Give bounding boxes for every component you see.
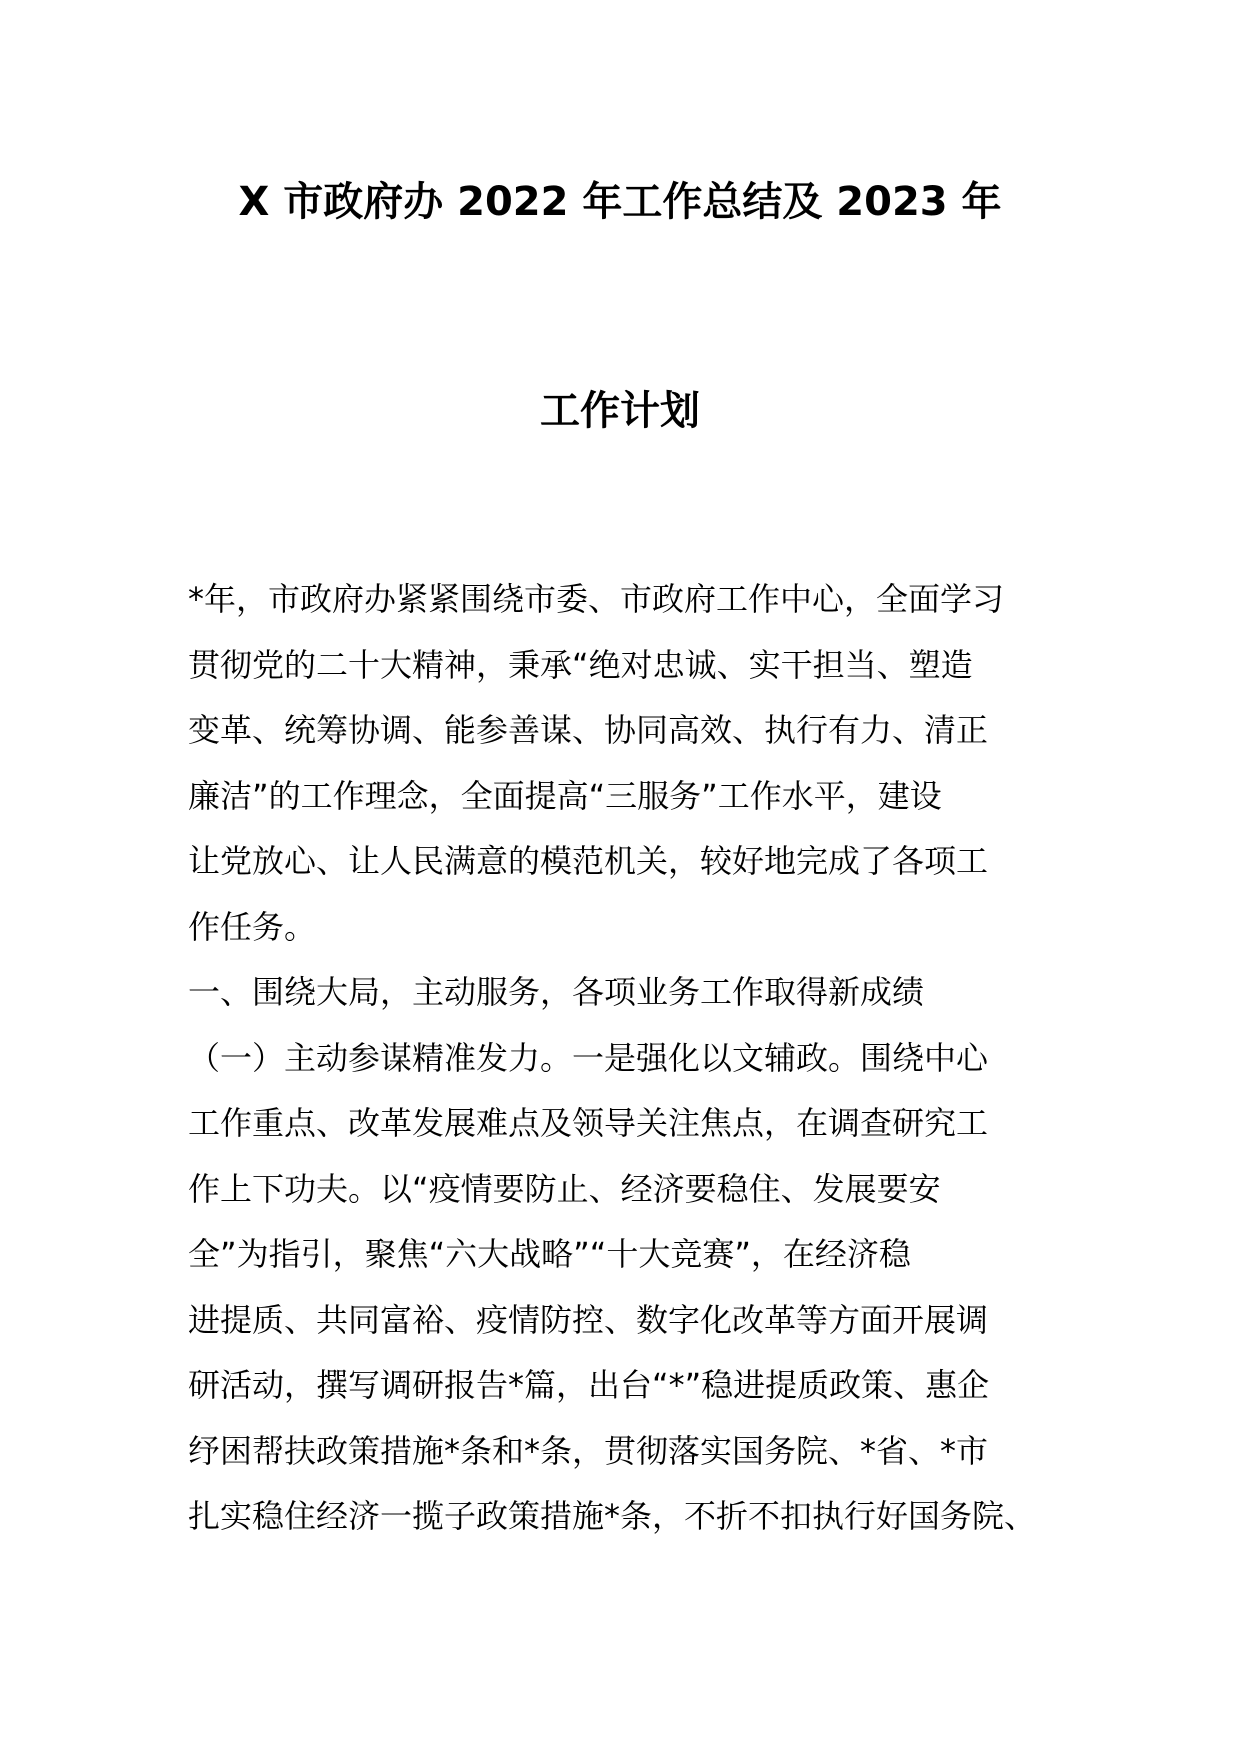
body-line: 研活动，撰写调研报告*篇，出台“*”稳进提质政策、惠企 xyxy=(188,1366,990,1404)
body-line: 贯彻党的二十大精神，秉承“绝对忠诚、实干担当、塑造 xyxy=(188,645,973,684)
body-line: 扎实稳住经济一揽子政策措施*条，不折不扣执行好国务院、 xyxy=(188,1497,1037,1535)
body-line: 变革、统筹协调、能参善谋、协同高效、执行有力、清正 xyxy=(188,711,989,749)
body-line: （一）主动参谋精准发力。一是强化以文辅政。围绕中心 xyxy=(188,1038,989,1077)
body-line: *年，市政府办紧紧围绕市委、市政府工作中心，全面学习 xyxy=(188,580,1005,618)
body-line: 全”为指引，聚焦“六大战略”“十大竞赛”，在经济稳 xyxy=(188,1235,911,1273)
document-body xyxy=(188,567,1088,1550)
body-line: 作任务。 xyxy=(188,907,317,946)
body-line: 进提质、共同富裕、疫情防控、数字化改革等方面开展调 xyxy=(188,1300,989,1339)
body-line: 廉洁”的工作理念，全面提高“三服务”工作水平，建设 xyxy=(188,776,942,815)
body-line: 作上下功夫。以“疫情要防止、经济要稳住、发展要安 xyxy=(188,1169,941,1208)
section-heading-line: 一、围绕大局，主动服务，各项业务工作取得新成绩 xyxy=(188,973,925,1011)
body-line: 让党放心、让人民满意的模范机关，较好地完成了各项工 xyxy=(188,842,989,880)
document-title-line-2: 工作计划 xyxy=(540,388,700,434)
body-line: 纾困帮扶政策措施*条和*条，贯彻落实国务院、*省、*市 xyxy=(188,1431,989,1470)
body-line: 工作重点、改革发展难点及领导关注焦点，在调查研究工 xyxy=(188,1104,989,1142)
document-title-line-1: X 市政府办 2022 年工作总结及 2023 年 xyxy=(238,179,1002,225)
